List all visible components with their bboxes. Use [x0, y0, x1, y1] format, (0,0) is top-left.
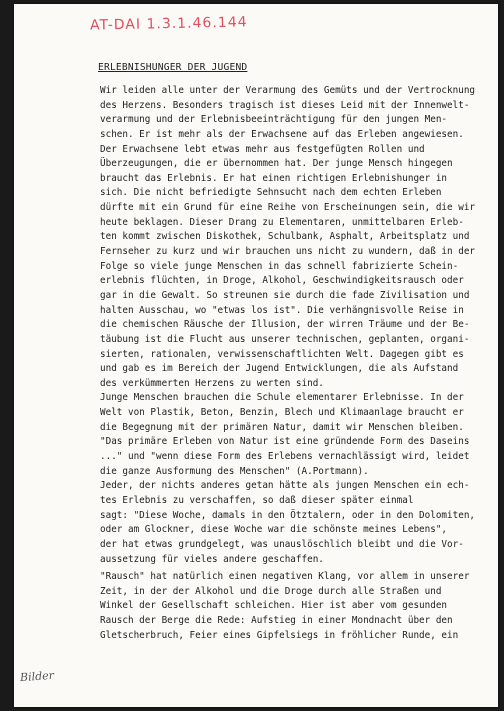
text-line: oder am Glockner, diese Woche war die schönste meines Lebens", [100, 524, 448, 536]
text-line: die chemischen Räusche der Illusion, der wirren Träume und der Be- [100, 319, 470, 331]
text-line: die Begegnung mit der primären Natur, damit wir Menschen bleiben. [100, 421, 464, 433]
document-body [100, 84, 504, 643]
text-line: Zeit, in der der Alkohol und die Droge durch alle Straßen und [100, 585, 442, 597]
text-line: dürfte mit ein Grund für eine Reihe von Erscheinungen sein, die wir [100, 202, 476, 214]
text-line: erlebnis flüchten, in Droge, Alkohol, Geschwindigkeitsrausch oder [100, 275, 464, 287]
text-line: täubung ist die Flucht aus unserer technischen, geplanten, organi- [100, 333, 470, 345]
text-line: Junge Menschen brauchen die Schule elementarer Erlebnisse. In der [100, 392, 464, 404]
text-line: schen. Er ist mehr als der Erwachsene auf das Erleben angewiesen. [100, 128, 464, 140]
paragraph-2 [100, 391, 504, 567]
text-line: die ganze Ausformung des Menschen" (A.Portmann). [100, 465, 369, 477]
text-line: sagt: "Diese Woche, damals in den Ötztalern, oder in den Dolomiten, [100, 509, 476, 521]
text-line: sierten, rationalen, verwissenschaftlichten Welt. Dagegen gibt es [100, 348, 464, 360]
text-line: Folge so viele junge Menschen in das schnell fabrizierte Schein- [100, 260, 459, 272]
text-line: "Rausch" hat natürlich einen negativen Klang, vor allem in unserer [100, 571, 470, 583]
text-line: Überzeugungen, die er übernommen hat. Der junge Mensch hingegen [100, 158, 453, 170]
paragraph-3 [100, 570, 504, 643]
text-line: Jeder, der nichts anderes getan hätte als jungen Menschen ein ech- [100, 480, 470, 492]
paragraph-1 [100, 84, 504, 391]
text-line: ten kommt zwischen Diskothek, Schulbank, Asphalt, Arbeitsplatz und [100, 231, 470, 243]
text-line: Rausch der Berge die Rede: Aufstieg in einer Mondnacht über den [100, 615, 453, 627]
text-line: Winkel der Gesellschaft schleichen. Hier ist aber vom gesunden [100, 600, 448, 612]
text-line: braucht das Erlebnis. Er hat einen richtigen Erlebnishunger in [100, 172, 448, 184]
text-line: tes Erlebnis zu verschaffen, so daß dieser später einmal [100, 494, 414, 506]
text-line: heute beklagen. Dieser Drang zu Elementaren, unmittelbaren Erleb- [100, 216, 464, 228]
text-line: aussetzung für vieles andere geschaffen. [100, 553, 324, 565]
text-line: der hat etwas grundgelegt, was unauslöschlich bleibt und die Vor- [100, 538, 464, 550]
text-line: halten Ausschau, wo "etwas los ist". Die verhängnisvolle Reise in [100, 304, 464, 316]
handwritten-margin-note: Bilder [19, 668, 55, 685]
text-line: "Das primäre Erleben von Natur ist eine gründende Form des Daseins [100, 436, 470, 448]
text-line: sich. Die nicht befriedigte Sehnsucht nach dem echten Erleben [100, 187, 442, 199]
text-line: Fernseher zu kurz und wir brauchen uns nicht zu wundern, daß in der [100, 246, 476, 258]
text-line: verarmung und der Erlebnisbeeinträchtigung für den jungen Men- [100, 114, 448, 126]
text-line: Wir leiden alle unter der Verarmung des Gemüts und der Vertrocknung [100, 85, 476, 96]
document-title: ERLEBNISHUNGER DER JUGEND [98, 62, 248, 73]
text-line: Der Erwachsene lebt etwas mehr aus festgefügten Rollen und [100, 143, 425, 155]
text-line: ..." und "wenn diese Form des Erlebens vernachlässigt wird, leidet [100, 451, 470, 463]
text-line: Welt von Plastik, Beton, Benzin, Blech und Klimaanlage braucht er [100, 407, 464, 419]
text-line: des Herzens. Besonders tragisch ist dieses Leid mit der Innenwelt- [100, 99, 470, 111]
archive-signature: AT-DAI 1.3.1.46.144 [89, 14, 248, 34]
text-line: Gletscherbruch, Feier eines Gipfelsiegs in fröhlicher Runde, ein [100, 629, 459, 641]
text-line: gar in die Gewalt. So streunen sie durch die fade Zivilisation und [100, 289, 470, 301]
text-line: des verkümmerten Herzens zu werten sind. [100, 377, 324, 389]
document-page [14, 4, 498, 707]
text-line: und gab es im Bereich der Jugend Entwicklungen, die als Aufstand [100, 363, 459, 375]
